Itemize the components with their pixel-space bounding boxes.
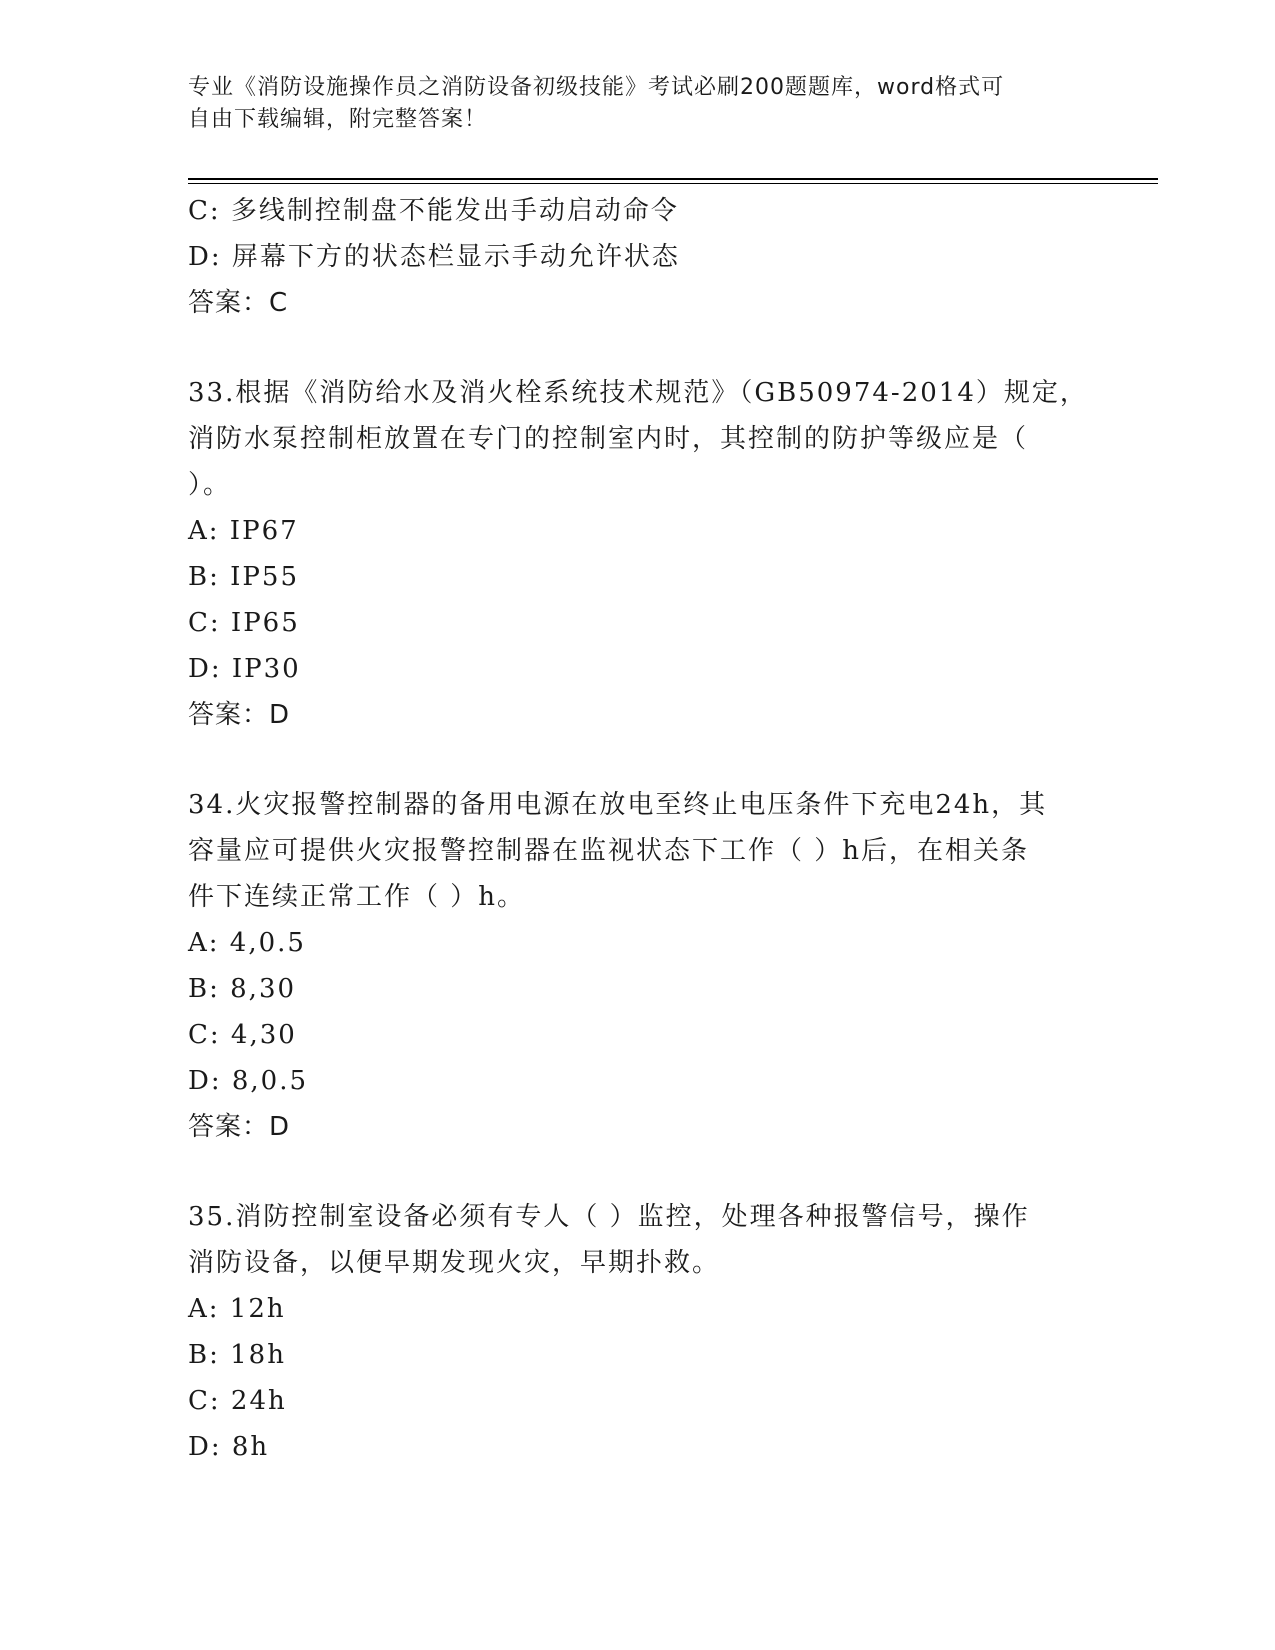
answer-line: 答案：C [188,288,289,318]
question-text-line: 34.火灾报警控制器的备用电源在放电至终止电压条件下充电24h，其 [188,790,1048,820]
question-32-continued [188,188,1088,326]
header-line-2: 自由下载编辑，附完整答案！ [188,107,488,132]
question-text-line: 消防设备，以便早期发现火灾，早期扑救。 [188,1248,721,1278]
question-35 [188,1194,1088,1470]
option-c: C: 4,30 [188,1020,297,1050]
answer-line: 答案：D [188,1112,291,1142]
document-body [188,188,1088,1470]
question-text-line: 33.根据《消防给水及消火栓系统技术规范》（GB50974-2014）规定， [188,378,1088,408]
header-divider-thin [188,183,1158,184]
option-d: D: IP30 [188,654,301,684]
option-a: A: IP67 [188,516,299,546]
option-a: A: 12h [188,1294,286,1324]
question-text-line: 容量应可提供火灾报警控制器在监视状态下工作（ ）h后，在相关条 [188,836,1030,866]
spacer [188,738,1088,782]
spacer [188,326,1088,370]
option-c: C: 多线制控制盘不能发出手动启动命令 [188,196,679,226]
option-d: D: 8h [188,1432,270,1462]
option-b: B: 8,30 [188,974,297,1004]
question-text-line: 消防水泵控制柜放置在专门的控制室内时，其控制的防护等级应是（ [188,424,1029,454]
question-text-line: 件下连续正常工作（ ）h。 [188,882,526,912]
spacer [188,1150,1088,1194]
option-c: C: IP65 [188,608,300,638]
document-header [188,72,1088,136]
option-d: D: 8,0.5 [188,1066,309,1096]
option-d: D: 屏幕下方的状态栏显示手动允许状态 [188,242,680,272]
option-b: B: 18h [188,1340,286,1370]
answer-line: 答案：D [188,700,291,730]
question-text-line: ）。 [188,470,232,500]
question-33 [188,370,1088,738]
question-text-line: 35.消防控制室设备必须有专人（ ）监控，处理各种报警信号，操作 [188,1202,1030,1232]
question-34 [188,782,1088,1150]
option-a: A: 4,0.5 [188,928,306,958]
option-c: C: 24h [188,1386,287,1416]
header-line-1: 专业《消防设施操作员之消防设备初级技能》考试必刷200题题库，word格式可 [188,75,1005,100]
option-b: B: IP55 [188,562,299,592]
header-divider-thick [188,178,1158,180]
